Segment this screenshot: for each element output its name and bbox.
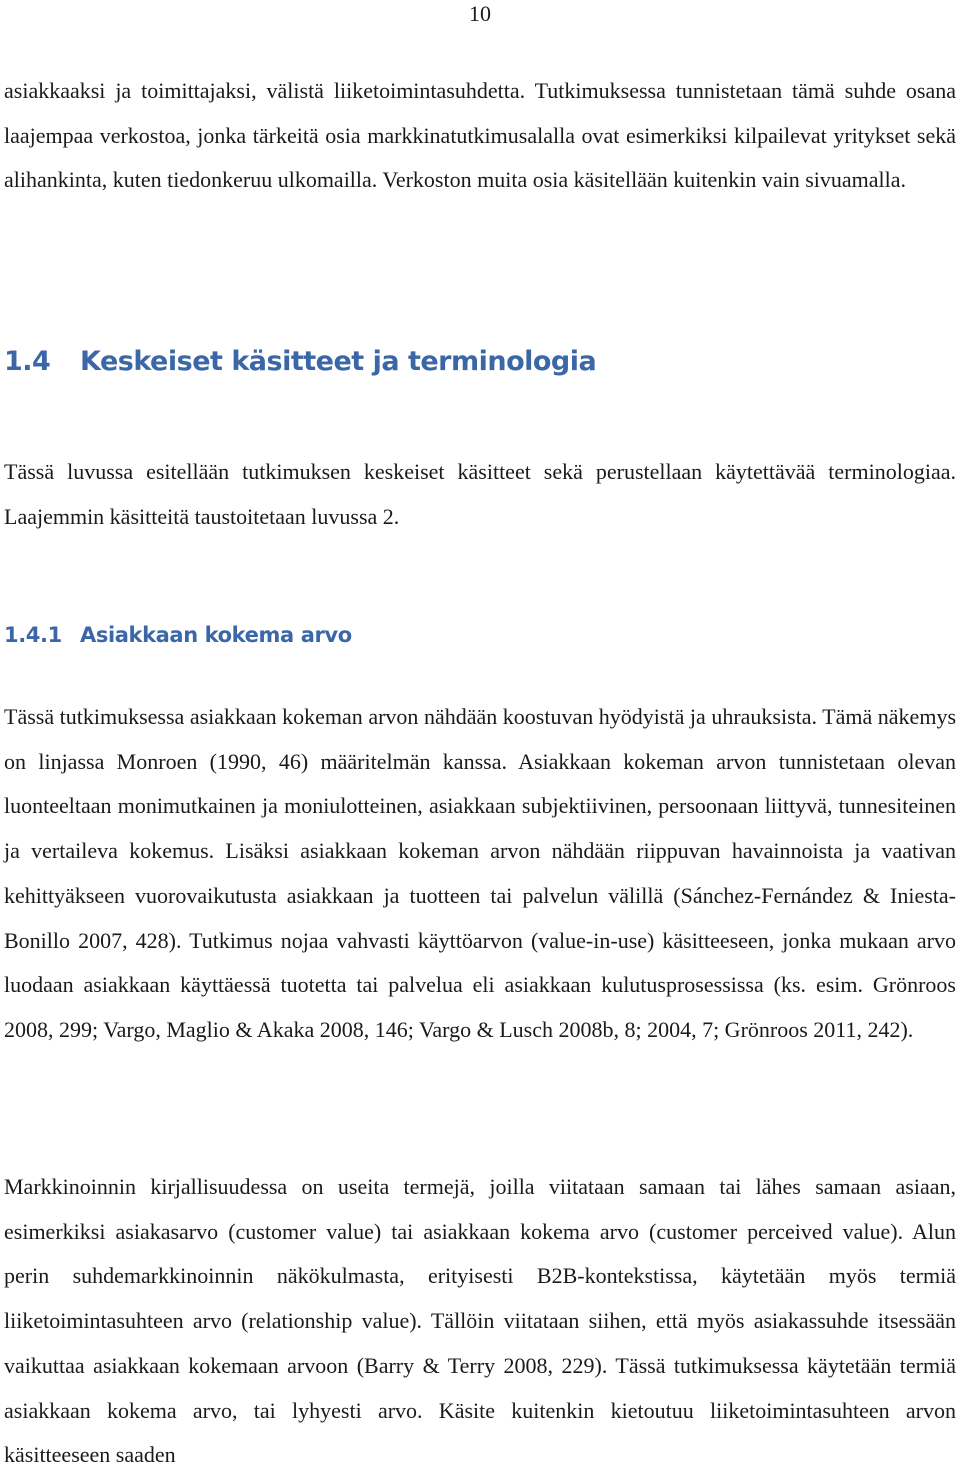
page-number: 10	[469, 1, 491, 26]
customer-value-paragraph: Tässä tutkimuksessa asiakkaan kokeman arvon nähdään koostuvan hyödyistä ja uhrauksista. Tämä näkemys on linjassa Monroen (1990, 46) määritelmän kanssa. Asiakkaan kokeman arvon tunnistetaan olevan luonteeltaan monimutkainen ja moniulotteinen, asiakkaan subjektiivinen, persoonaan liittyvä, tunnesiteinen ja vertaileva kokemus. Lisäksi asiakkaan kokeman arvon nähdään riippuvan havainnoista ja vaativan kehittyäkseen vuorovaikutusta asiakkaan ja tuotteen tai palvelun välillä (Sánchez-Fernández & Iniesta-Bonillo 2007, 428). Tutkimus nojaa vahvasti käyttöarvon (value-in-use) käsitteeseen, jonka mukaan arvo luodaan asiakkaan käyttäessä tuotetta tai palvelua eli asiakkaan kulutusprosessissa (ks. esim. Grönroos 2008, 299; Vargo, Maglio & Akaka 2008, 146; Vargo & Lusch 2008b, 8; 2004, 7; Grönroos 2011, 242).	[4, 704, 956, 1042]
subsection-number: 1.4.1	[4, 623, 62, 647]
subsection-title: Asiakkaan kokema arvo	[80, 623, 352, 647]
section-intro-paragraph: Tässä luvussa esitellään tutkimuksen keskeiset käsitteet sekä perustellaan käytettävää terminologiaa. Laajemmin käsitteitä taustoitetaan luvussa 2.	[4, 459, 956, 529]
intro-paragraph: asiakkaaksi ja toimittajaksi, välistä liiketoimintasuhdetta. Tutkimuksessa tunnistetaan tämä suhde osana laajempaa verkostoa, jonka tärkeitä osia markkinatutkimusalalla ovat esimerkiksi kilpailevat yritykset sekä alihankinta, kuten tiedonkeruu ulkomailla. Verkoston muita osia käsitellään kuitenkin vain sivuamalla.	[4, 78, 956, 193]
terminology-paragraph: Markkinoinnin kirjallisuudessa on useita termejä, joilla viitataan samaan tai lähes samaan asiaan, esimerkiksi asiakasarvo (customer value) tai asiakkaan kokema arvo (customer perceived value). Alun perin suhdemarkkinoinnin näkökulmasta, erityisesti B2B-kontekstissa, käytetään myös termiä liiketoimintasuhteen arvo (relationship value). Tällöin viitataan siihen, että myös asiakassuhde itsessään vaikuttaa asiakkaan kokemaan arvoon (Barry & Terry 2008, 229). Tässä tutkimuksessa käytetään termiä asiakkaan kokema arvo, tai lyhyesti arvo. Käsite kuitenkin kietoutuu liiketoimintasuhteen arvon käsitteeseen saaden	[4, 1174, 956, 1468]
section-number: 1.4	[4, 346, 51, 377]
subsection-heading	[4, 621, 352, 649]
section-title: Keskeiset käsitteet ja terminologia	[80, 346, 597, 377]
section-heading	[4, 344, 596, 380]
